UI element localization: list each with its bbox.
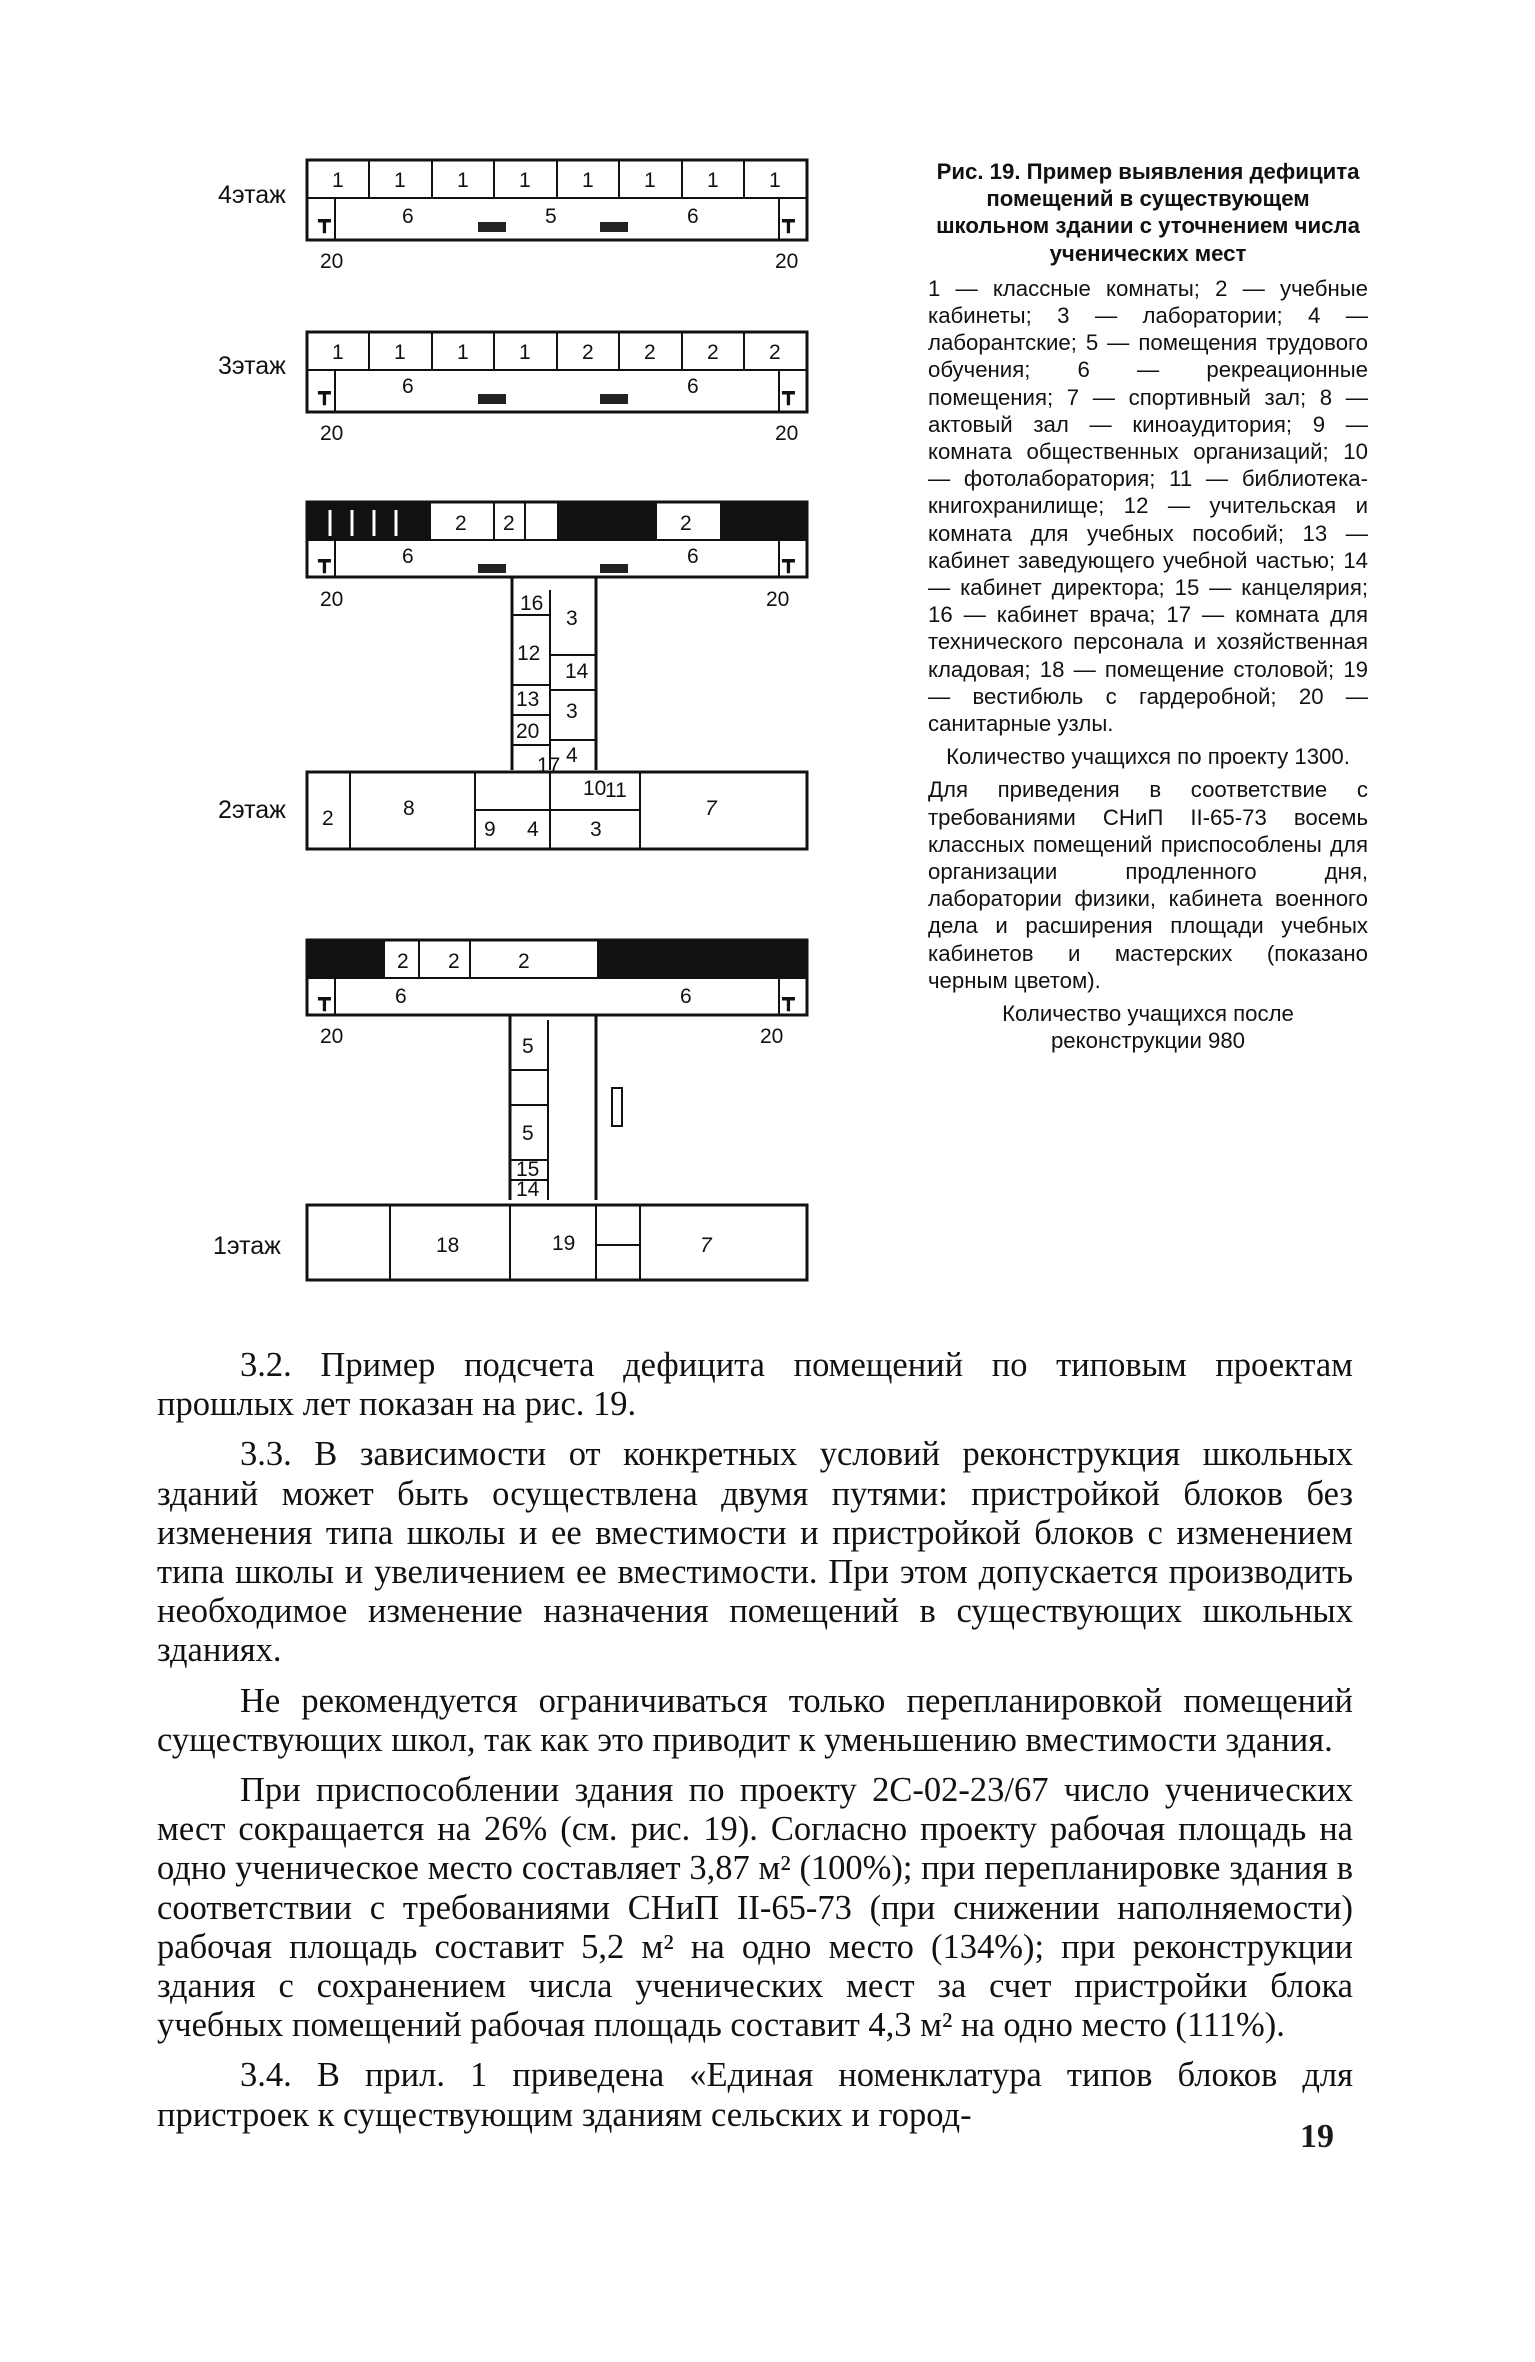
corridor-label: 6: [687, 205, 699, 228]
room-label: 12: [517, 642, 541, 665]
wc-label: 20: [766, 588, 790, 611]
wc-label: 20: [320, 250, 344, 273]
room-label: 1: [332, 341, 344, 364]
caption-legend: 1 — классные комнаты; 2 — учебные кабинеты; 3 — лаборатории; 4 — лаборантские; 5 — помещения трудового обучения; 6 — рекреационные помещения; 7 — спортивный зал; 8 — актовый зал — киноаудитория; 9 — комната общественных организаций; 10 — фотолаборатория; 11 — библиотека-книгохранилище; 12 — учительская и комната для учебных пособий; 13 — кабинет заведующего учебной частью; 14 — кабинет директора; 15 — канцелярия; 16 — кабинет врача; 17 — комната для технического персонала и хозяйственная кладовая; 18 — помещение столовой; 19 — вестибюль с гардеробной; 20 — санитарные узлы.: [928, 275, 1368, 737]
wc-label: 20: [760, 1025, 784, 1048]
corridor-label: 6: [680, 985, 692, 1008]
caption-count-project: Количество учащихся по проекту 1300.: [946, 744, 1350, 770]
floor-4-label: 4этаж: [218, 181, 286, 209]
wc-icon: ┳: [782, 382, 795, 405]
wc-icon: ┳: [782, 550, 795, 573]
floor-plans-figure: [0, 0, 920, 1320]
corridor-label: 6: [687, 545, 699, 568]
room-label: 7: [705, 797, 717, 820]
room-label: 3: [566, 700, 578, 723]
stair-icon: [600, 564, 628, 573]
room-label: 2: [322, 807, 334, 830]
room-label: 1: [394, 169, 406, 192]
room-label: 1: [644, 169, 656, 192]
caption-title: Рис. 19. Пример выявления дефицита помещений в существующем школьном здании с уточнением числа ученических мест: [936, 159, 1360, 266]
wc-icon: ┳: [782, 988, 795, 1011]
room-label: 1: [707, 169, 719, 192]
corridor-label: 6: [395, 985, 407, 1008]
wc-label: 20: [775, 250, 799, 273]
room-label: 5: [522, 1035, 534, 1058]
room-label: 5: [522, 1122, 534, 1145]
room-label: 16: [520, 592, 544, 615]
room-label: 1: [769, 169, 781, 192]
wc-icon: ┳: [318, 550, 331, 573]
room-label: 7: [700, 1234, 712, 1257]
stair-icon: [478, 222, 506, 232]
room-label: 14: [565, 660, 589, 683]
room-label: 2: [707, 341, 719, 364]
room-label: 1: [519, 341, 531, 364]
wc-label: 20: [320, 1025, 344, 1048]
wc-icon: ┳: [782, 210, 795, 233]
reassigned-rooms-block: [557, 502, 657, 540]
paragraph: При приспособлении здания по проекту 2С-02-23/67 число ученических мест сокращается на 26% (см. рис. 19). Согласно проекту рабочая площадь на одно ученическое место составляет 3,87 м² (100%); при перепланировке здания в соответствии с требованиями СНиП II-65-73 (при снижении наполняемости) рабочая площадь составит 5,2 м² на одно место (134%); при реконструкции здания с сохранением числа ученических мест за счет пристройки блока учебных помещений рабочая площадь составит 4,3 м² на одно место (111%).: [157, 1771, 1353, 2045]
floor-2-label: 2этаж: [218, 796, 286, 824]
stair-icon: [600, 394, 628, 404]
floor-3-plan: [218, 332, 807, 445]
room-label: 2: [397, 950, 409, 973]
corridor-label: 6: [402, 205, 414, 228]
wc-icon: ┳: [318, 382, 331, 405]
room-label: 1: [582, 169, 594, 192]
room-label: 14: [516, 1178, 540, 1201]
corridor-label: 6: [402, 545, 414, 568]
room-label: 2: [680, 512, 692, 535]
paragraph: 3.2. Пример подсчета дефицита помещений по типовым проектам прошлых лет показан на рис. 19.: [157, 1346, 1353, 1424]
reassigned-rooms-block: [307, 940, 385, 978]
wc-icon: ┳: [318, 988, 331, 1011]
room-label: 1: [457, 341, 469, 364]
stair-icon: [612, 1088, 622, 1126]
body-text: [157, 1346, 1353, 2146]
room-label: 4: [527, 818, 539, 841]
page-number: 19: [1300, 2118, 1334, 2155]
room-label: 2: [518, 950, 530, 973]
room-label: 1: [457, 169, 469, 192]
floor-4-plan: [218, 160, 807, 273]
room-label: 15: [516, 1158, 540, 1181]
stair-icon: [478, 394, 506, 404]
room-label: 10: [583, 777, 607, 800]
caption-count-after: Количество учащихся после реконструкции 980: [1002, 1001, 1294, 1054]
wc-label: 20: [320, 422, 344, 445]
room-label: 3: [590, 818, 602, 841]
room-label: 11: [605, 779, 627, 802]
room-label: 1: [394, 341, 406, 364]
corridor-label: 6: [402, 375, 414, 398]
room-label: 20: [516, 720, 540, 743]
room-label: 2: [455, 512, 467, 535]
stair-icon: [600, 222, 628, 232]
room-label: 17: [537, 754, 561, 777]
corridor-label: 5: [545, 205, 557, 228]
room-label: 9: [484, 818, 496, 841]
floor-2-plan: [218, 502, 807, 849]
room-label: 2: [503, 512, 515, 535]
room-label: 2: [769, 341, 781, 364]
room-label: 19: [552, 1232, 576, 1255]
reassigned-rooms-block: [597, 940, 807, 978]
floor-1-plan: [213, 940, 807, 1280]
wc-icon: ┳: [318, 210, 331, 233]
floor-1-label: 1этаж: [213, 1232, 281, 1260]
reassigned-rooms-block: [307, 502, 431, 540]
room-label: 8: [403, 797, 415, 820]
reassigned-rooms-block: [720, 502, 807, 540]
room-label: 18: [436, 1234, 460, 1257]
room-label: 2: [582, 341, 594, 364]
room-label: 1: [332, 169, 344, 192]
corridor-label: 6: [687, 375, 699, 398]
paragraph: 3.4. В прил. 1 приведена «Единая номенклатура типов блоков для пристроек к существующим зданиям сельских и город-: [157, 2056, 1353, 2134]
caption-note: Для приведения в соответствие с требованиями СНиП II-65-73 восемь классных помещений приспособлены для организации продленного дня, лаборатории физики, кабинета военного дела и расширения площади учебных кабинетов и мастерских (показано черным цветом).: [928, 777, 1368, 993]
room-label: 4: [566, 744, 578, 767]
wc-label: 20: [320, 588, 344, 611]
room-label: 3: [566, 607, 578, 630]
floor-3-label: 3этаж: [218, 352, 286, 380]
figure-caption: [928, 158, 1368, 1061]
room-label: 2: [448, 950, 460, 973]
paragraph: 3.3. В зависимости от конкретных условий реконструкция школьных зданий может быть осуществлена двумя путями: пристройкой блоков без изменения типа школы и ее вместимости и пристройкой блоков с изменением типа школы и увеличением ее вместимости. При этом допускается производить необходимое изменение назначения помещений в существующих школьных зданиях.: [157, 1435, 1353, 1670]
paragraph: Не рекомендуется ограничиваться только перепланировкой помещений существующих школ, так как это приводит к уменьшению вместимости здания.: [157, 1681, 1353, 1759]
room-label: 1: [519, 169, 531, 192]
room-label: 13: [516, 688, 540, 711]
wc-label: 20: [775, 422, 799, 445]
room-label: 2: [644, 341, 656, 364]
stair-icon: [478, 564, 506, 573]
